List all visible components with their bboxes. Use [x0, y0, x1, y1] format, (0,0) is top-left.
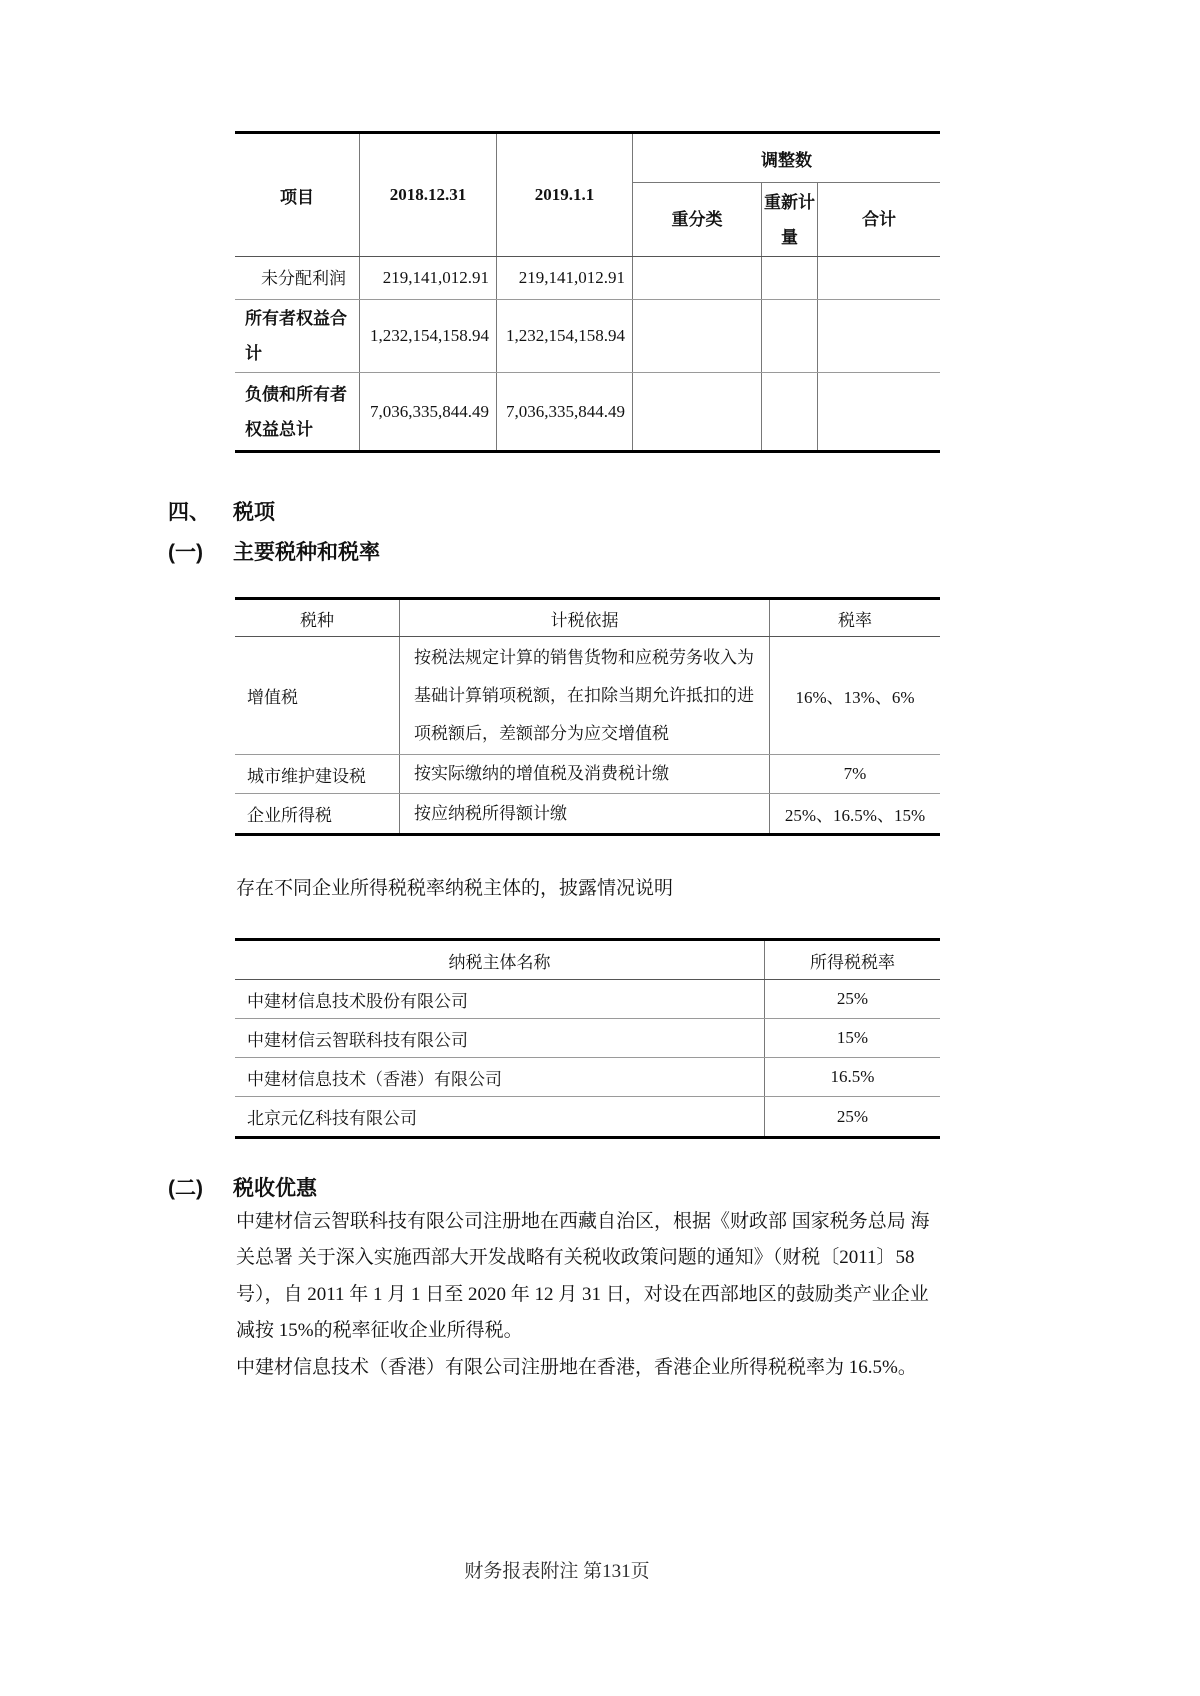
value-2019: 219,141,012.91 [497, 257, 633, 299]
section-number: 四、 [168, 501, 210, 524]
table-row [235, 1018, 940, 1057]
tax-type: 增值税 [235, 637, 400, 754]
tax-preference-paragraph [236, 1204, 930, 1386]
row-label: 所有者权益合计 [245, 309, 347, 363]
income-tax-rate: 25% [836, 1106, 869, 1126]
table-row [235, 980, 940, 1018]
table-row [235, 299, 940, 372]
tax-basis-header: 计税依据 [400, 600, 770, 636]
reclass-subheader: 重分类 [633, 183, 762, 256]
value-2018: 219,141,012.91 [360, 257, 497, 299]
adjustment-header-group [633, 134, 940, 256]
value-2018: 7,036,335,844.49 [360, 373, 497, 450]
table-row [235, 637, 940, 754]
header-item-column: 项目 [235, 134, 360, 256]
empty-cell [818, 373, 940, 450]
section-number: (一) [168, 541, 203, 564]
table-row [235, 793, 940, 833]
section-title: 主要税种和税率 [233, 541, 380, 564]
tax-type-header: 税种 [235, 600, 400, 636]
tax-basis: 按应纳税所得额计缴 [400, 794, 770, 833]
empty-cell [633, 257, 762, 299]
taxpayer-name: 中建材信息技术（香港）有限公司 [235, 1058, 765, 1096]
table-row [235, 257, 940, 299]
section-number: (二) [168, 1177, 203, 1200]
taxpayer-name: 中建材信息技术股份有限公司 [235, 980, 765, 1018]
tax-table-header [235, 600, 940, 637]
paragraph-line: 号），自 2011 年 1 月 1 日至 2020 年 12 月 31 日，对设在西部地区的鼓励类产业企业 [236, 1283, 929, 1305]
paragraph-line: 减按 15%的税率征收企业所得税。 [236, 1320, 523, 1342]
section-title: 税收优惠 [233, 1177, 317, 1200]
tax-type: 城市维护建设税 [235, 755, 400, 793]
tax-basis: 按实际缴纳的增值税及消费税计缴 [400, 755, 770, 793]
paragraph-line: 关总署 关于深入实施西部大开发战略有关税收政策问题的通知》（财税〔2011〕58 [236, 1247, 915, 1269]
empty-cell [762, 257, 818, 299]
empty-cell [633, 300, 762, 372]
disclosure-note: 存在不同企业所得税税率纳税主体的，披露情况说明 [236, 878, 674, 899]
table-row [235, 754, 940, 793]
adjustment-subheaders [633, 183, 940, 256]
empty-cell [818, 300, 940, 372]
table-row [235, 1096, 940, 1136]
tax-basis: 按税法规定计算的销售货物和应税劳务收入为基础计算销项税额，在扣除当期允许抵扣的进项税额后，差额部分为应交增值税 [400, 637, 770, 754]
section-4-1-heading [168, 536, 380, 566]
tax-type: 企业所得税 [235, 794, 400, 833]
tax-rate: 16%、13%、6% [795, 688, 915, 707]
taxpayer-name: 中建材信云智联科技有限公司 [235, 1019, 765, 1057]
income-tax-rate-header: 所得税税率 [810, 952, 895, 972]
tax-rate: 7% [843, 764, 867, 783]
taxpayer-name-header: 纳税主体名称 [235, 941, 765, 979]
row-label: 负债和所有者权益总计 [245, 384, 347, 439]
section-4-heading [168, 496, 275, 526]
taxpayer-table-header [235, 941, 940, 980]
income-tax-rate: 25% [836, 989, 869, 1008]
empty-cell [762, 300, 818, 372]
total-subheader: 合计 [862, 210, 896, 229]
empty-cell [633, 373, 762, 450]
row-label: 未分配利润 [261, 268, 346, 288]
section-title: 税项 [233, 501, 275, 524]
income-tax-rate: 15% [836, 1028, 869, 1047]
value-2019: 7,036,335,844.49 [497, 373, 633, 450]
value-2018: 1,232,154,158.94 [360, 300, 497, 372]
empty-cell [818, 257, 940, 299]
taxpayer-rate-table [235, 938, 940, 1139]
table-row [235, 1057, 940, 1096]
page-footer: 财务报表附注 第131页 [464, 1561, 650, 1582]
paragraph-line: 中建材信息技术（香港）有限公司注册地在香港，香港企业所得税税率为 16.5%。 [236, 1356, 917, 1378]
adjustment-group-label: 调整数 [633, 134, 940, 183]
table-row [235, 372, 940, 450]
equity-adjustment-table [235, 131, 940, 453]
tax-rate-table [235, 597, 940, 836]
remeasure-subheader: 重新计量 [762, 183, 818, 256]
income-tax-rate: 16.5% [830, 1067, 875, 1086]
header-2019-column: 2019.1.1 [497, 134, 633, 256]
tax-rate: 25%、16.5%、15% [784, 806, 926, 825]
header-2018-column: 2018.12.31 [360, 134, 497, 256]
taxpayer-name: 北京元亿科技有限公司 [235, 1097, 765, 1136]
equity-table-header [235, 134, 940, 257]
paragraph-line: 中建材信云智联科技有限公司注册地在西藏自治区，根据《财政部 国家税务总局 海 [236, 1211, 930, 1232]
tax-rate-header: 税率 [838, 610, 872, 630]
section-4-2-heading [168, 1172, 317, 1202]
value-2019: 1,232,154,158.94 [497, 300, 633, 372]
empty-cell [762, 373, 818, 450]
